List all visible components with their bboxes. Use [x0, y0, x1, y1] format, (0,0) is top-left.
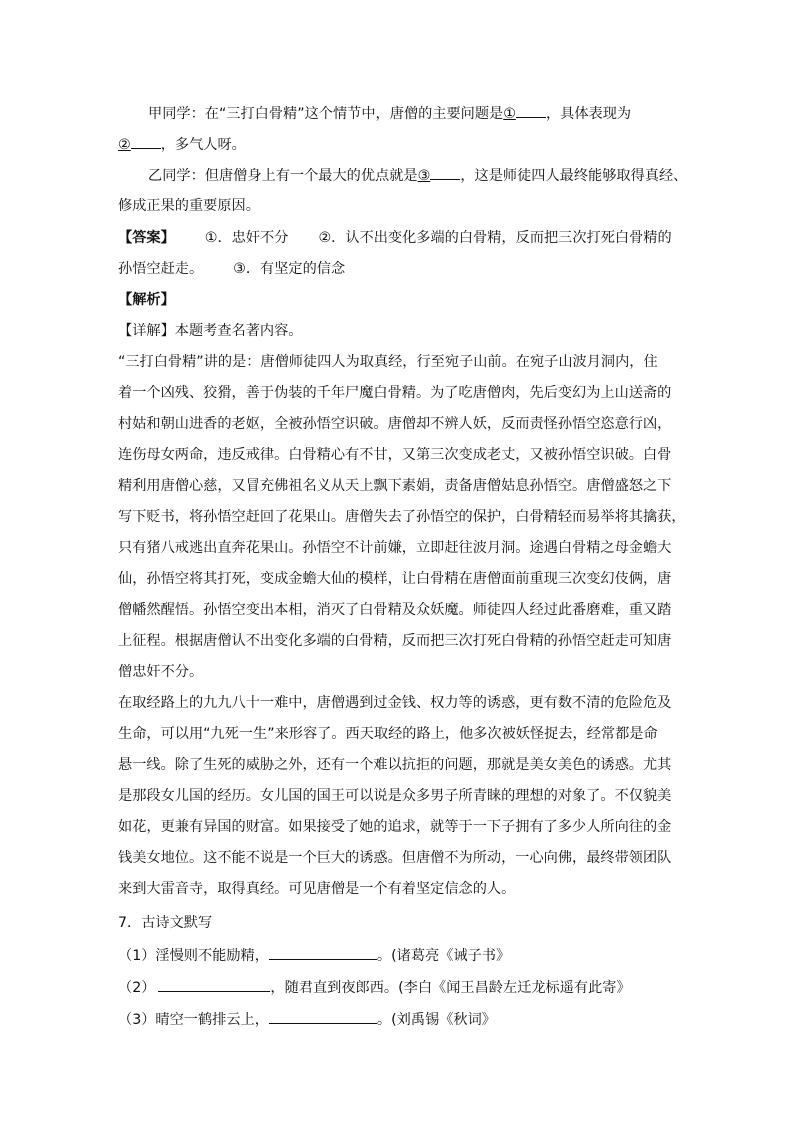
- discussion-text: 乙同学：但唐僧身上有一个最大的优点就是: [148, 168, 418, 184]
- item-source: 。(诸葛亮《诫子书》: [376, 948, 511, 964]
- item-number: （1）: [118, 948, 156, 964]
- answer-line-1: [118, 228, 672, 248]
- analysis-line: 着一个凶残、狡猾，善于伪装的千年尸魔白骨精。为了吃唐僧肉，先后变幻为上山送斋的: [118, 385, 672, 401]
- answer-blank-3[interactable]: [430, 165, 460, 180]
- analysis-line: 上征程。根据唐僧认不出变化多端的白骨精，反而把三次打死白骨精的孙悟空赶走可知唐: [118, 633, 672, 649]
- discussion-line-4: [118, 196, 260, 216]
- analysis-line: 在取经路上的九九八十一难中，唐僧遇到过金钱、权力等的诱惑，更有数不清的危险危及: [118, 695, 672, 711]
- poem-blank-2[interactable]: [158, 977, 270, 992]
- analysis-line: 仙，孙悟空将其打死，变成金蟾大仙的模样，让白骨精在唐僧面前重现三次变幻伎俩，唐: [118, 571, 672, 587]
- analysis-line: 僧忠奸不分。: [118, 664, 204, 680]
- item-source: ，随君直到夜郎西。(李白《闻王昌龄左迁龙标遥有此寄》: [270, 980, 631, 996]
- analysis-line: 来到大雷音寺，取得真经。可见唐僧是一个有着坚定信念的人。: [118, 881, 516, 897]
- answer-item-2: ②．认不出变化多端的白骨精，反而把三次打死白骨精的: [318, 230, 672, 246]
- analysis-line: 写下贬书，将孙悟空赶回了花果山。唐僧失去了孙悟空的保护，白骨精轻而易举将其擒获，: [118, 509, 686, 525]
- analysis-line: 连伤母女两命，违反戒律。白骨精心有不甘，又第三次变成老丈，又被孙悟空识破。白骨: [118, 447, 672, 463]
- analysis-detail: 【详解】本题考查名著内容。: [118, 323, 303, 339]
- analysis-line: “三打白骨精”讲的是：唐僧师徒四人为取真经，行至宛子山前。在宛子山波月洞内，住: [118, 354, 658, 370]
- poem-blank-1[interactable]: [269, 945, 377, 960]
- item-number: （2）: [118, 980, 156, 996]
- discussion-text: ，具体表现为: [545, 106, 632, 122]
- answer-line-2: [118, 259, 345, 279]
- question-7-title: 7．古诗文默写: [118, 915, 213, 931]
- item-text: 晴空一鹤排云上，: [155, 1012, 269, 1028]
- blank-marker-1: ①: [503, 106, 516, 122]
- question-7-item-2: [118, 977, 631, 998]
- analysis-line: 精利用唐僧心慈，又冒充佛祖名义从天上飘下素娟，责备唐僧姑息孙悟空。唐僧盛怒之下: [118, 478, 672, 494]
- analysis-line: 钱美女地位。这不能不说是一个巨大的诱惑。但唐僧不为所动，一心向佛，最终带领团队: [118, 850, 672, 866]
- analysis-line: 僧幡然醒悟。孙悟空变出本相，消灭了白骨精及众妖魔。师徒四人经过此番磨难，重又踏: [118, 602, 672, 618]
- question-7-item-1: [118, 945, 510, 966]
- analysis-line: 是那段女儿国的经历。女儿国的国王可以说是众多男子所青睐的理想的对象了。不仅貌美: [118, 788, 672, 804]
- discussion-text: ，多气人呀。: [160, 137, 246, 153]
- discussion-text: 甲同学：在“三打白骨精”这个情节中，唐僧的主要问题是: [148, 106, 504, 122]
- answer-blank-2[interactable]: [131, 134, 161, 149]
- question-7-item-3: [118, 1009, 496, 1030]
- poem-blank-3[interactable]: [269, 1009, 377, 1024]
- analysis-label: 【解析】: [118, 292, 175, 308]
- item-number: （3）: [118, 1012, 156, 1028]
- item-text: 淫慢则不能励精，: [155, 948, 269, 964]
- answer-item-2-cont: 孙悟空赶走。: [118, 261, 204, 277]
- discussion-line-3: [148, 165, 687, 186]
- blank-marker-3: ③: [417, 168, 431, 184]
- blank-marker-2: ②: [118, 137, 131, 153]
- analysis-line: 村姑和朝山进香的老妪，全被孙悟空识破。唐僧却不辨人妖，反而责怪孙悟空恣意行凶，: [118, 416, 672, 432]
- answer-blank-1[interactable]: [516, 103, 546, 118]
- discussion-line-2: [118, 134, 246, 155]
- answer-item-1: ①．忠奸不分: [204, 230, 289, 246]
- analysis-line: 如花，更兼有异国的财富。如果接受了她的追求，就等于一下子拥有了多少人所向往的金: [118, 819, 672, 835]
- discussion-text: 修成正果的重要原因。: [118, 198, 260, 214]
- analysis-line: 生命，可以用“九死一生”来形容了。西天取经的路上，他多次被妖怪捉去，经常都是命: [118, 726, 658, 742]
- discussion-text: ，这是师徒四人最终能够取得真经、: [460, 168, 688, 184]
- analysis-line: 悬一线。除了生死的威胁之外，还有一个难以抗拒的问题，那就是美女美色的诱惑。尤其: [118, 757, 672, 773]
- analysis-line: 只有猪八戒逃出直奔花果山。孙悟空不计前嫌，立即赶往波月洞。途遇白骨精之母金蟾大: [118, 540, 672, 556]
- item-source: 。(刘禹锡《秋词》: [376, 1012, 496, 1028]
- discussion-line-1: [148, 103, 631, 124]
- answer-item-3: ③．有坚定的信念: [233, 261, 346, 277]
- answer-label: 【答案】: [118, 230, 175, 246]
